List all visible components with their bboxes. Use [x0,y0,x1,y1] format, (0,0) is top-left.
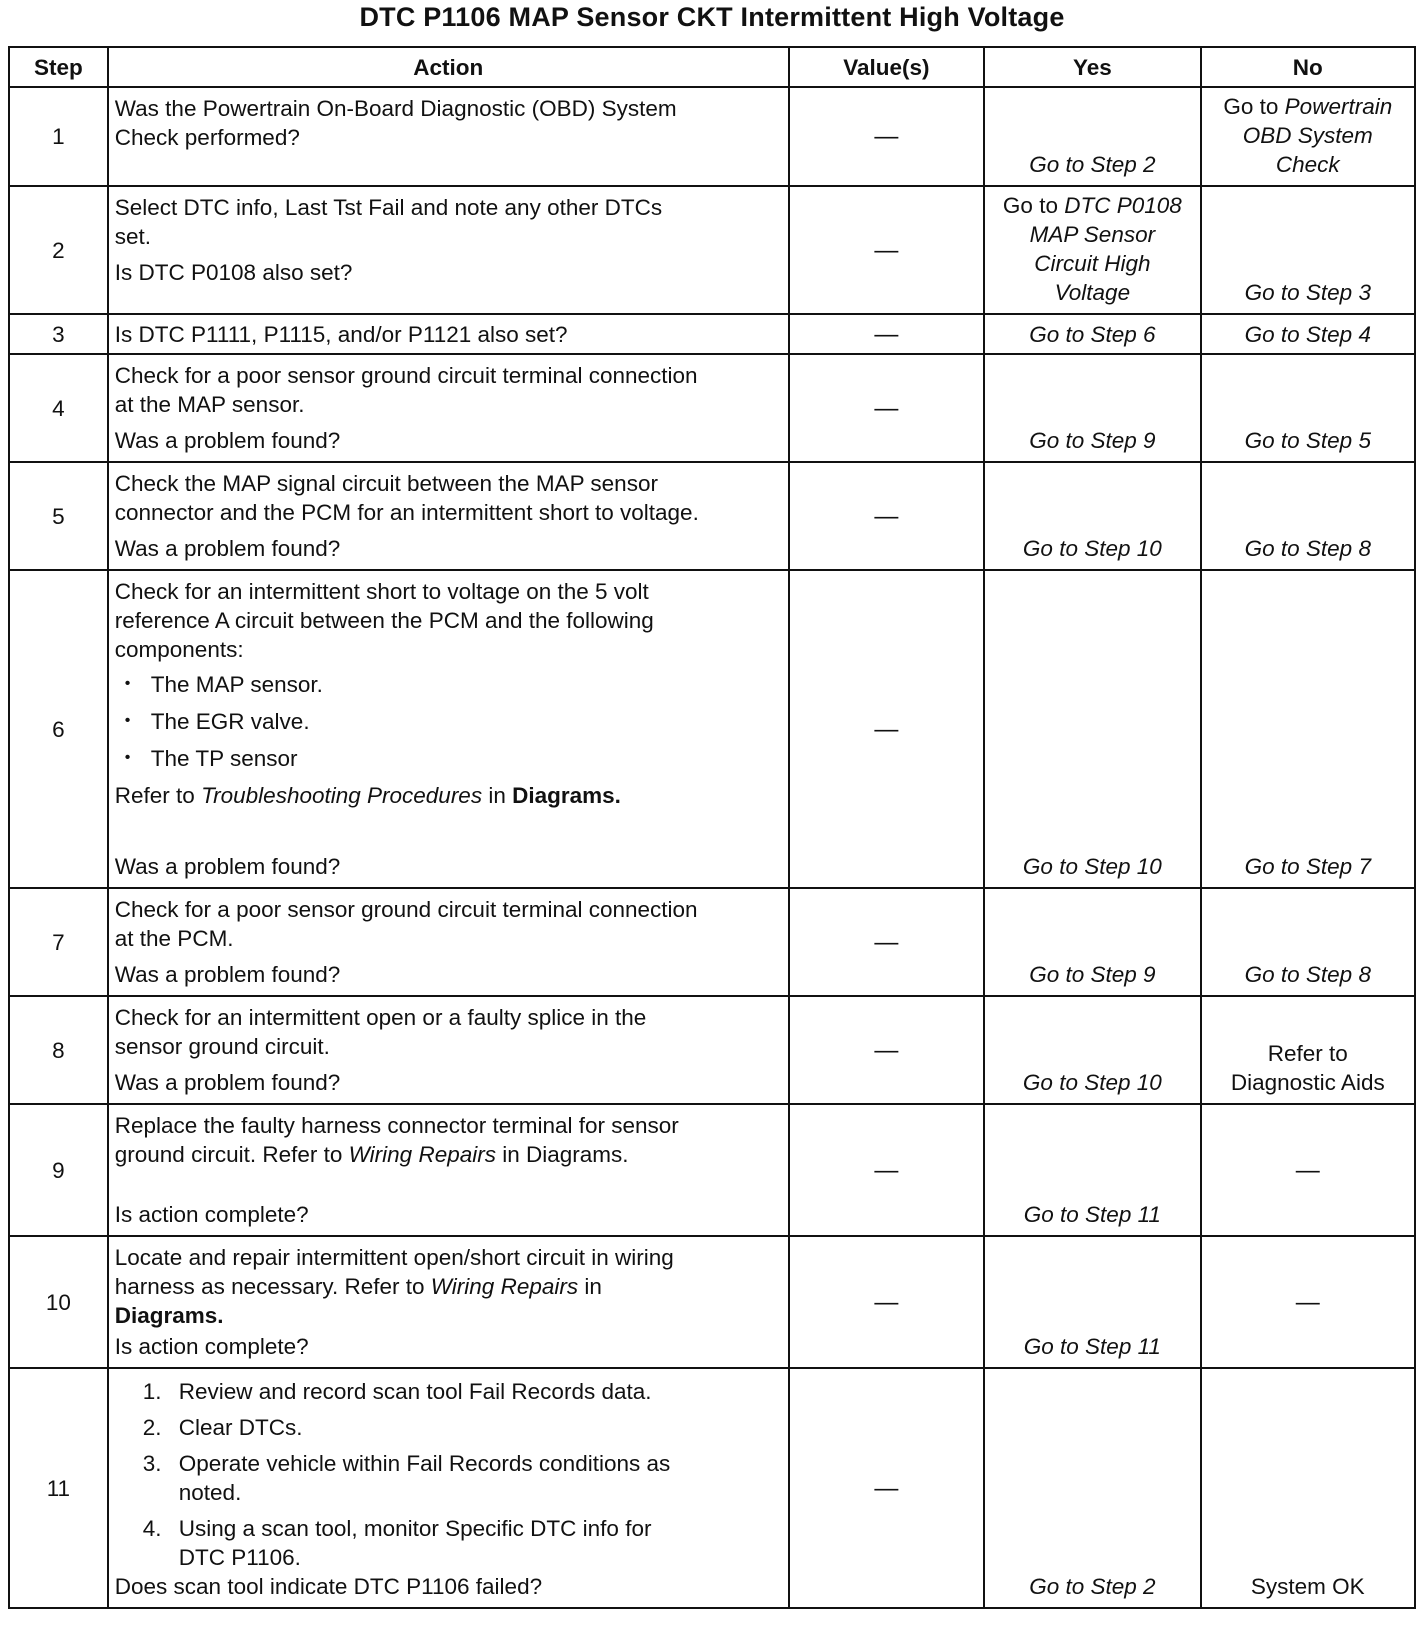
step-number: 7 [9,888,108,996]
yes-cell [984,570,1200,888]
wiring-repairs-link[interactable]: Wiring Repairs [348,1142,496,1167]
list-item: 1. Review and record scan tool Fail Records data. [142,1379,652,1404]
table-row [9,314,1415,354]
action-question: Is action complete? [114,1202,309,1227]
value-cell: — [789,1104,984,1236]
action-question: Does scan tool indicate DTC P1106 failed? [114,1574,543,1599]
value-cell: — [789,888,984,996]
diagrams-link[interactable]: Diagrams. [512,783,621,808]
action-text: ground circuit. Refer to Wiring Repairs in Diagrams. [114,1142,629,1167]
wiring-repairs-link[interactable]: Wiring Repairs [430,1274,579,1299]
table-row [9,570,1415,888]
table-row [9,186,1415,314]
action-question: Was a problem found? [114,854,341,879]
action-question: Was a problem found? [114,536,341,561]
yes-link[interactable]: DTC P0108 [1064,193,1182,218]
yes-link[interactable]: Go to Step 11 [1023,1334,1161,1359]
no-link[interactable]: Powertrain [1284,94,1393,119]
no-cell [1201,1368,1415,1608]
action-text: Is DTC P1111, P1115, and/or P1121 also set? [114,321,568,347]
value-cell: — [789,1236,984,1368]
yes-link[interactable]: Voltage [1054,280,1131,305]
yes-cell [984,1104,1200,1236]
yes-link[interactable]: Go to Step 9 [1029,428,1156,453]
step-number: 4 [9,354,108,462]
action-cell [108,314,789,354]
no-cell [1201,996,1415,1104]
header-row [9,47,1415,87]
action-question: Was a problem found? [114,962,341,987]
action-cell [108,1368,789,1608]
yes-link[interactable]: Go to Step 2 [1029,1574,1156,1599]
table-row [9,1236,1415,1368]
refer-line: Refer to Troubleshooting Procedures in Diagrams. [114,783,621,808]
action-cell [108,462,789,570]
action-cell [108,996,789,1104]
diagnostic-table [8,46,1416,1609]
table-row [9,1104,1415,1236]
value-cell: — [789,314,984,354]
action-text: Was the Powertrain On-Board Diagnostic (OBD) System [114,96,677,121]
no-cell: — [1201,1104,1415,1236]
list-item: 2. Clear DTCs. [142,1415,303,1440]
diagnostic-aids-link[interactable]: Diagnostic Aids [1230,1070,1385,1095]
action-text: Check for an intermittent short to voltage on the 5 volt [114,579,649,604]
yes-link[interactable]: Go to Step 10 [1022,1070,1162,1095]
value-cell: — [789,996,984,1104]
action-text: Select DTC info, Last Tst Fail and note any other DTCs [114,195,663,220]
action-text: connector and the PCM for an intermittent short to voltage. [114,500,699,525]
step-number: 10 [9,1236,108,1368]
yes-link[interactable]: Go to Step 10 [1022,854,1162,879]
value-cell: — [789,570,984,888]
action-text: Check the MAP signal circuit between the MAP sensor [114,471,658,496]
yes-cell [984,462,1200,570]
step-number: 5 [9,462,108,570]
action-cell [108,888,789,996]
yes-cell [984,996,1200,1104]
action-cell [108,354,789,462]
value-cell: — [789,186,984,314]
table-row [9,1368,1415,1608]
value-cell: — [789,354,984,462]
no-link[interactable]: Check [1275,152,1340,177]
yes-link[interactable]: Go to Step 11 [1023,1202,1161,1227]
yes-cell [984,354,1200,462]
action-cell [108,1104,789,1236]
header-yes: Yes [984,47,1200,87]
action-text: at the MAP sensor. [114,392,305,417]
header-no: No [1201,47,1415,87]
action-text: Locate and repair intermittent open/short circuit in wiring [114,1245,674,1270]
no-link[interactable]: Go to Step 7 [1244,854,1371,879]
no-cell [1201,314,1415,354]
action-cell [108,87,789,186]
yes-link[interactable]: Go to Step 2 [1029,152,1156,177]
list-item: 4. Using a scan tool, monitor Specific DTC info for DTC P1106. [142,1516,652,1570]
no-link[interactable]: Go to Step 4 [1244,321,1371,347]
yes-cell [984,1368,1200,1608]
yes-link[interactable]: Go to Step 6 [1029,321,1156,347]
value-cell: — [789,87,984,186]
no-link[interactable]: Go to Step 3 [1244,280,1371,305]
yes-link[interactable]: Go to Step 9 [1029,962,1156,987]
action-text: Check for an intermittent open or a faulty splice in the [114,1005,647,1030]
diagrams-link[interactable]: Diagrams. [526,1142,629,1167]
no-link[interactable]: Go to Step 8 [1244,962,1371,987]
table-row [9,354,1415,462]
no-link[interactable]: OBD System [1242,123,1373,148]
table-row [9,996,1415,1104]
action-text: sensor ground circuit. [114,1034,330,1059]
no-cell [1201,462,1415,570]
action-cell [108,570,789,888]
no-prefix: Go to [1223,94,1279,119]
step-number: 9 [9,1104,108,1236]
list-item: • The MAP sensor. [151,670,782,699]
procedure-list [115,1377,782,1572]
list-item: • The EGR valve. [151,707,782,736]
step-number: 11 [9,1368,108,1608]
step-number: 2 [9,186,108,314]
action-text: Check performed? [114,125,300,150]
no-cell [1201,186,1415,314]
component-list [115,670,782,773]
no-cell [1201,354,1415,462]
step-number: 1 [9,87,108,186]
no-link[interactable]: Go to Step 8 [1244,536,1371,561]
yes-link[interactable]: MAP Sensor [1029,222,1156,247]
troubleshooting-link[interactable]: Troubleshooting Procedures [201,783,483,808]
action-question: Is action complete? [114,1334,309,1359]
yes-link[interactable]: Circuit High [1034,251,1151,276]
header-action: Action [108,47,789,87]
diagrams-link[interactable]: Diagrams. [114,1303,224,1328]
action-text: Replace the faulty harness connector terminal for sensor [114,1113,679,1138]
yes-link[interactable]: Go to Step 10 [1022,536,1162,561]
table-row [9,888,1415,996]
no-text: System OK [1250,1574,1365,1599]
action-text: Check for a poor sensor ground circuit terminal connection [114,897,698,922]
action-question: Was a problem found? [114,428,341,453]
value-cell: — [789,462,984,570]
step-number: 8 [9,996,108,1104]
action-text: components: [114,637,244,662]
action-cell [108,1236,789,1368]
action-cell [108,186,789,314]
no-cell [1201,570,1415,888]
table-row [9,462,1415,570]
action-text: harness as necessary. Refer to Wiring Repairs in [114,1274,602,1299]
yes-cell [984,186,1200,314]
action-text: reference A circuit between the PCM and the following [114,608,654,633]
no-cell: — [1201,1236,1415,1368]
value-cell: — [789,1368,984,1608]
page-title: DTC P1106 MAP Sensor CKT Intermittent High Voltage [359,2,1065,32]
action-text: at the PCM. [114,926,234,951]
list-item: • The TP sensor [151,744,782,773]
table-row [9,87,1415,186]
no-text: Refer to [1267,1041,1348,1066]
no-cell [1201,888,1415,996]
action-question: Is DTC P0108 also set? [114,260,353,285]
header-step: Step [9,47,108,87]
no-link[interactable]: Go to Step 5 [1244,428,1371,453]
list-item: 3. Operate vehicle within Fail Records conditions as noted. [142,1451,671,1505]
step-number: 3 [9,314,108,354]
no-cell [1201,87,1415,186]
action-question: Was a problem found? [114,1070,341,1095]
header-values: Value(s) [789,47,984,87]
yes-prefix: Go to [1002,193,1058,218]
action-text: Check for a poor sensor ground circuit terminal connection [114,363,698,388]
yes-cell [984,87,1200,186]
yes-cell [984,1236,1200,1368]
action-text: set. [114,224,152,249]
yes-cell [984,314,1200,354]
step-number: 6 [9,570,108,888]
yes-cell [984,888,1200,996]
